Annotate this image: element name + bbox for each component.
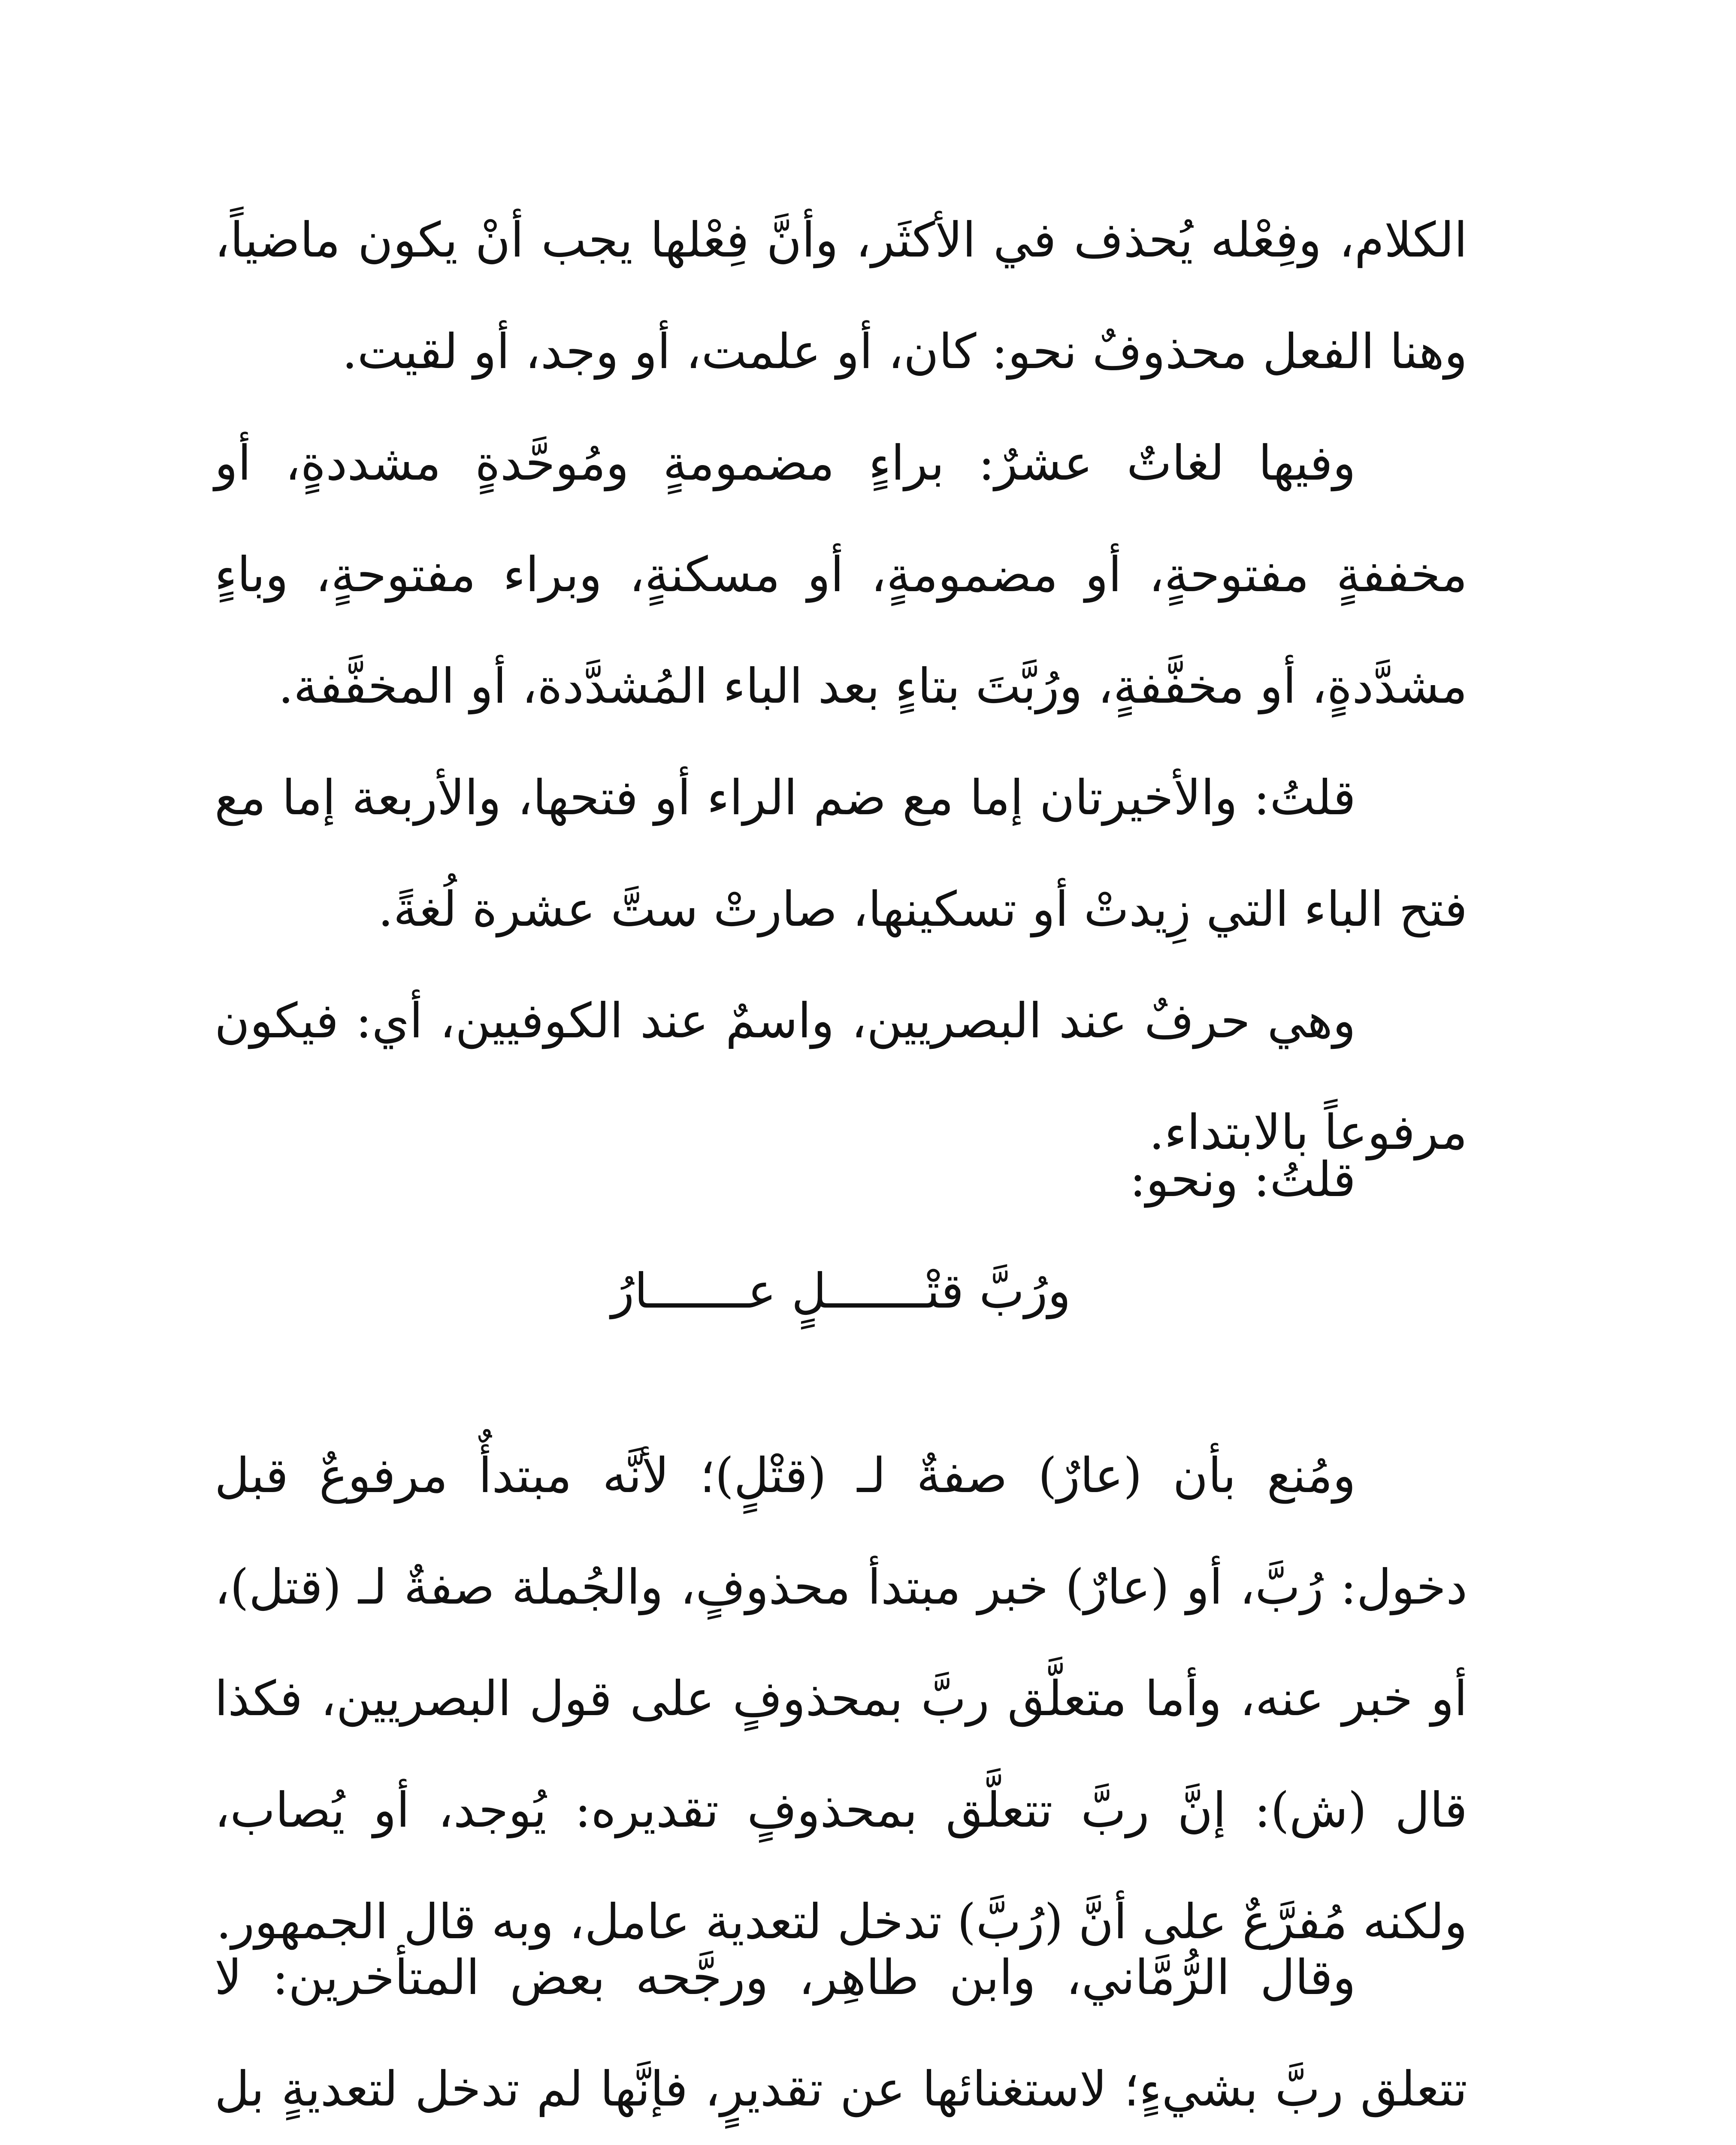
- paragraph-harf-ism: وهي حرفٌ عند البصريين، واسمٌ عند الكوفيين، أي: فيكون مرفوعاً بالابتداء.: [215, 993, 1467, 1160]
- paragraph-rummani: وقال الرُّمَّاني، وابن طاهِر، ورجَّحه بعض المتأخرين: لا تتعلق ربَّ بشيءٍ؛ لاستغنائها عن تقديرٍ، فإنَّها لم تدخل لتعديةٍ بل: [215, 1950, 1467, 2117]
- paragraph-languages: وفيها لغاتٌ عشرٌ: براءٍ مضمومةٍ ومُوحَّدةٍ مشددةٍ، أو مخففةٍ مفتوحةٍ، أو مضمومةٍ، أو مسكنةٍ، وبراء مفتوحةٍ، وباءٍ مشدَّدةٍ، أو مخفَّفةٍ، ورُبَّتَ بتاءٍ بعد الباء المُشدَّدة، أو المخفَّفة.: [215, 435, 1467, 714]
- verse-line: ورُبَّ قتْـــــــلٍ عـــــــارُ: [611, 1263, 1071, 1319]
- paragraph-qultu-first: قلتُ: والأخيرتان إما مع ضم الراء أو فتحها، والأربعة إما مع فتح الباء التي زِيدتْ أو تسكينها، صارتْ ستَّ عشرة لُغةً.: [215, 770, 1467, 937]
- paragraph-qultu-nahw: قلتُ: ونحو:: [1129, 1152, 1356, 1208]
- paragraph-refutation: ومُنع بأن (عارٌ) صفةٌ لـ (قتْلٍ)؛ لأنَّه مبتدأٌ مرفوعٌ قبل دخول: رُبَّ، أو (عارٌ) خبر مبتدأ محذوفٍ، والجُملة صفةٌ لـ (قتل)، أو خبر عنه، وأما متعلَّق ربَّ بمحذوفٍ على قول البصريين، فكذا قال (ش): إنَّ ربَّ تتعلَّق بمحذوفٍ تقديره: يُوجد، أو يُصاب، ولكنه مُفرَّعٌ على أنَّ (رُبَّ) تدخل لتعدية عامل، وبه قال الجمهور.: [215, 1448, 1467, 1950]
- paragraph-continuation: الكلام، وفِعْله يُحذف في الأكثَر، وأنَّ فِعْلها يجب أنْ يكون ماضياً، وهنا الفعل محذوفٌ نحو: كان، أو علمت، أو وجد، أو لقيت.: [215, 212, 1467, 380]
